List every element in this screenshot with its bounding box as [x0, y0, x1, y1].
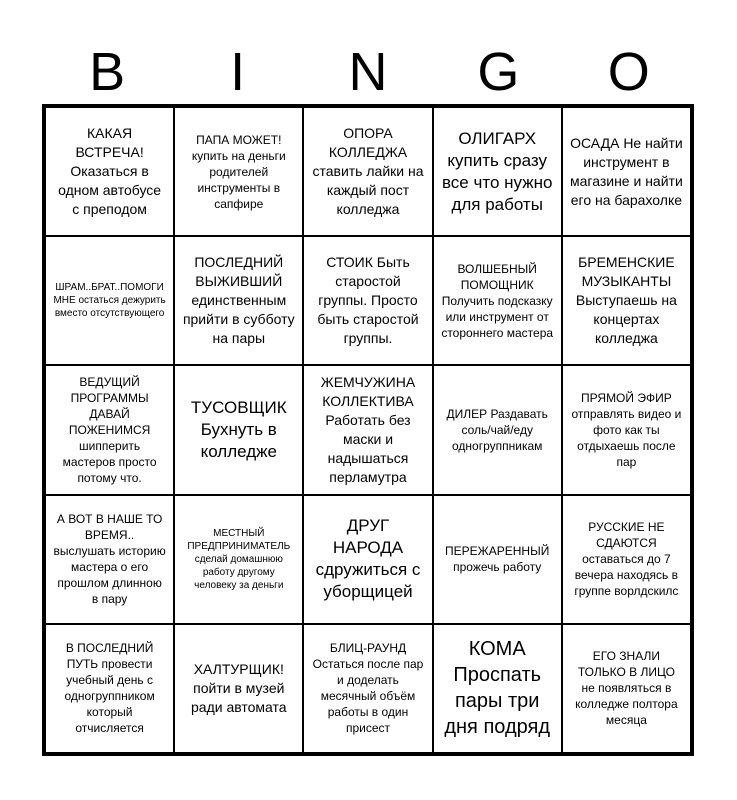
- bingo-cell-text: РУССКИЕ НЕ СДАЮТСЯ оставаться до 7 вечера находясь в группе ворлдскилс: [574, 520, 679, 599]
- bingo-cell-text: ХАЛТУРЩИК! пойти в музей ради автомата: [191, 660, 287, 715]
- bingo-cell-r1-c2[interactable]: [174, 107, 303, 236]
- bingo-cell-r2-c1[interactable]: [45, 236, 174, 365]
- bingo-cell-text: ОСАДА Не найти инструмент в магазине и найти его на барахолке: [570, 134, 683, 208]
- bingo-cell-text: МЕСТНЫЙ ПРЕДПРИНИМАТЕЛЬ сделай домашнюю работу другому человеку за деньги: [187, 527, 291, 591]
- bingo-cell-text: ОПОРА КОЛЛЕДЖА ставить лайки на каждый пост колледжа: [312, 125, 424, 218]
- bingo-cell-r5-c4[interactable]: [433, 624, 562, 753]
- bingo-cell-text: ПАПА МОЖЕТ! купить на деньги родителей инструменты в сапфире: [191, 132, 286, 211]
- bingo-cell-r4-c5[interactable]: [562, 495, 691, 624]
- bingo-cell-text: ДИЛЕР Раздавать соль/чай/еду одногруппникам: [446, 406, 548, 453]
- bingo-cell-r5-c1[interactable]: [45, 624, 174, 753]
- bingo-cell-text: БРЕМЕНСКИЕ МУЗЫКАНТЫ Выступаешь на концертах колледжа: [575, 254, 677, 347]
- bingo-cell-r2-c3[interactable]: [303, 236, 432, 365]
- bingo-cell-r4-c3[interactable]: [303, 495, 432, 624]
- bingo-cell-r3-c4[interactable]: [433, 365, 562, 494]
- bingo-header: [42, 38, 694, 106]
- bingo-cell-text: ЖЕМЧУЖИНА КОЛЛЕКТИВА Работать без маски и надышаться перламутра: [320, 373, 416, 485]
- bingo-cell-text: ОЛИГАРХ купить сразу все что нужно для работы: [441, 128, 553, 214]
- header-letter-n: N: [348, 42, 388, 102]
- header-letter-o: O: [607, 42, 650, 102]
- bingo-cell-r2-c4[interactable]: [433, 236, 562, 365]
- bingo-cell-text: ЕГО ЗНАЛИ ТОЛЬКО В ЛИЦО не появляться в колледже полтора месяца: [575, 649, 678, 728]
- bingo-cell-r1-c1[interactable]: [45, 107, 174, 236]
- bingo-cell-r3-c3[interactable]: [303, 365, 432, 494]
- bingo-cell-text: ПОСЛЕДНИЙ ВЫЖИВШИЙ единственным прийти в субботу на пары: [182, 254, 295, 347]
- bingo-cell-r5-c3[interactable]: [303, 624, 432, 753]
- header-letter-g: G: [477, 42, 520, 102]
- bingo-cell-r1-c5[interactable]: [562, 107, 691, 236]
- bingo-cell-text: ПРЯМОЙ ЭФИР отправлять видео и фото как ты отдыхаешь после пар: [571, 390, 682, 469]
- header-letter-i: I: [230, 42, 246, 102]
- bingo-cell-r3-c5[interactable]: [562, 365, 691, 494]
- bingo-cell-r1-c3[interactable]: [303, 107, 432, 236]
- bingo-cell-text: БЛИЦ-РАУНД Остаться после пар и доделать месячный объём работы в один присест: [312, 641, 424, 736]
- header-letter-b: B: [89, 42, 126, 102]
- bingo-cell-r3-c2[interactable]: [174, 365, 303, 494]
- bingo-cell-r4-c2[interactable]: [174, 495, 303, 624]
- bingo-cell-text: КОМА Проспать пары три дня подряд: [444, 638, 551, 739]
- bingo-cell-r4-c4[interactable]: [433, 495, 562, 624]
- bingo-cell-r4-c1[interactable]: [45, 495, 174, 624]
- bingo-cell-text: СТОИК Быть старостой группы. Просто быть старостой группы.: [317, 254, 419, 347]
- bingo-cell-r3-c1[interactable]: [45, 365, 174, 494]
- bingo-cell-r2-c2[interactable]: [174, 236, 303, 365]
- bingo-cell-r1-c4[interactable]: [433, 107, 562, 236]
- bingo-cell-text: ВОЛШЕБНЫЙ ПОМОЩНИК Получить подсказку или инструмент от стороннего мастера: [441, 261, 554, 340]
- bingo-cell-r5-c2[interactable]: [174, 624, 303, 753]
- bingo-cell-r2-c5[interactable]: [562, 236, 691, 365]
- bingo-cell-text: ТУСОВЩИК Бухнуть в колледже: [190, 397, 287, 461]
- bingo-cell-text: КАКАЯ ВСТРЕЧА! Оказаться в одном автобусе с преподом: [58, 125, 162, 218]
- bingo-cell-text: ПЕРЕЖАРЕННЫЙ прожечь работу: [445, 544, 550, 575]
- bingo-cell-text: ДРУГ НАРОДА сдружиться с уборщицей: [315, 516, 421, 602]
- bingo-cell-text: В ПОСЛЕДНИЙ ПУТЬ провести учебный день с одногруппником который отчисляется: [64, 641, 155, 736]
- bingo-cell-text: ШРАМ..БРАТ..ПОМОГИ МНЕ остаться дежурить вместо отсутствующего: [53, 282, 166, 320]
- bingo-cell-text: ВЕДУЩИЙ ПРОГРАММЫ ДАВАЙ ПОЖЕНИМСЯ шипперить мастеров просто потому что.: [62, 374, 157, 485]
- bingo-cell-text: А ВОТ В НАШЕ ТО ВРЕМЯ.. выслушать историю мастера о его прошлом длинною в пару: [53, 512, 166, 607]
- bingo-board: [42, 104, 694, 756]
- bingo-cell-r5-c5[interactable]: [562, 624, 691, 753]
